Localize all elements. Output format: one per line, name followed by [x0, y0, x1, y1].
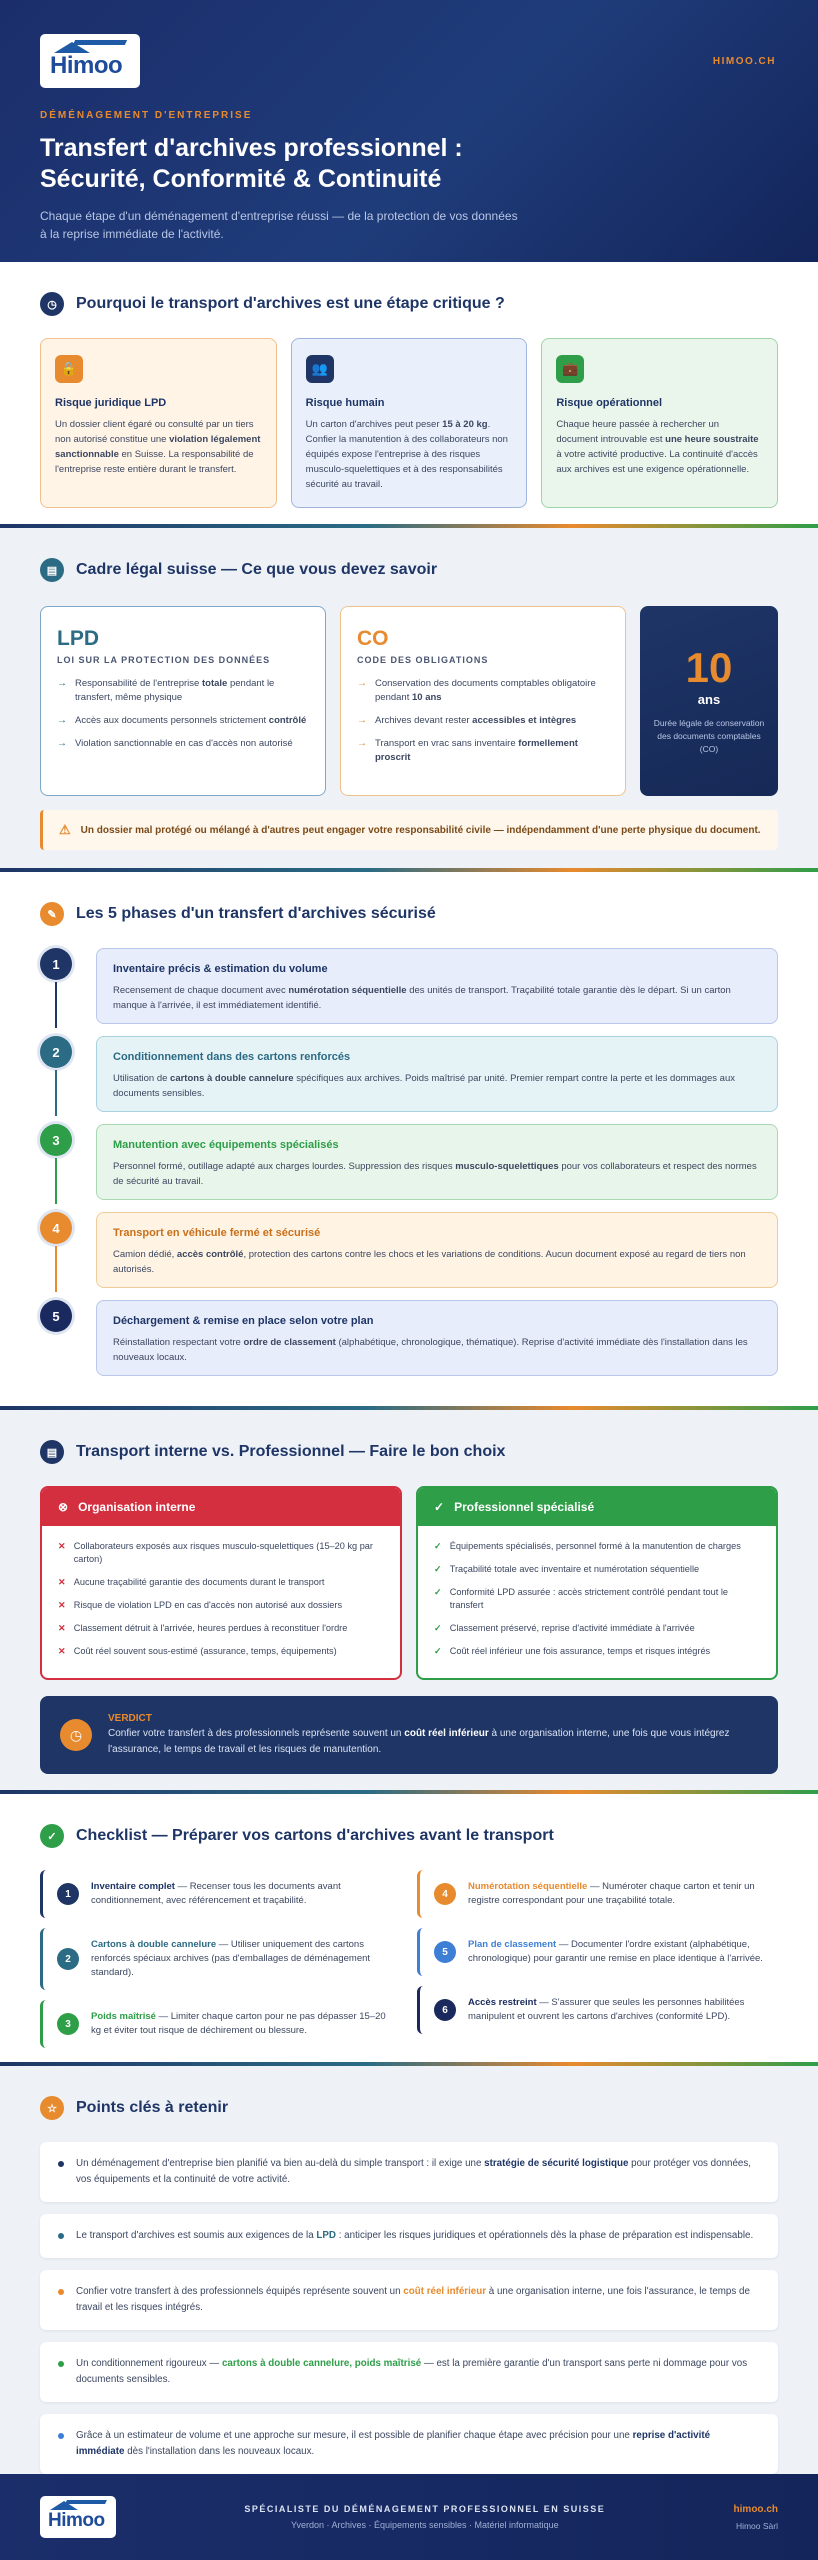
list-item: → Conservation des documents comptables obligatoire pendant 10 ans [357, 678, 596, 703]
list-item: → Archives devant rester accessibles et intègres [357, 715, 577, 726]
section-title: Points clés à retenir [76, 2099, 229, 2116]
cross-icon: ✕ [58, 1577, 66, 1587]
phase-card: Déchargement & remise en place selon votre plan Réinstallation respectant votre ordre de classement (alphabétique, chronologique, thématique). Reprise d'activité immédiate dès l'installation dans les nouveaux locaux. [96, 1300, 778, 1376]
verdict-box: ◷ VERDICT Confier votre transfert à des professionnels représente souvent un coût réel inférieur à une organisation interne, une fois que vous intégrez l'assurance, le temps de travail et les risques de manutention. [40, 1696, 778, 1774]
checklist-item: 5 Plan de classement — Documenter l'ordre existant (alphabétique, chronologique) pour garantir une remise en place identique à l'arrivée. [417, 1928, 778, 1976]
keypoint-item: Un déménagement d'entreprise bien planifié va bien au-delà du simple transport : il exige une stratégie de sécurité logistique pour protéger vos données, vos équipements et la continuité de votre activité. [40, 2142, 778, 2202]
star-icon: ☆ [40, 2096, 64, 2120]
bullet-icon [58, 2361, 64, 2367]
phase-number: 5 [40, 1300, 72, 1332]
himoo-logo[interactable]: Himoo [40, 34, 140, 88]
phase-number: 3 [40, 1124, 72, 1156]
footer-logo[interactable]: Himoo [40, 2496, 116, 2538]
checklist-section [0, 1794, 818, 2062]
list-item: ✕ Coût réel souvent sous-estimé (assurance, temps, équipements) [58, 1646, 337, 1656]
footer-services: Yverdon · Archives · Équipements sensibles · Matériel informatique [290, 2520, 559, 2530]
check-icon: ✓ [434, 1623, 442, 1633]
footer-tagline: SPÉCIALISTE DU DÉMÉNAGEMENT PROFESSIONNEL EN SUISSE [244, 2504, 606, 2514]
check-icon: ✓ [434, 1500, 445, 1514]
legal-section [0, 528, 818, 868]
keypoint-item: Le transport d'archives est soumis aux exigences de la LPD : anticiper les risques juridiques et opérationnels dès la phase de préparation est indispensable. [40, 2214, 778, 2258]
phase-item [40, 1300, 778, 1376]
cross-icon: ✕ [58, 1600, 66, 1610]
why-section [0, 262, 818, 524]
lock-icon: 🔒 [55, 355, 83, 383]
section-title: Cadre légal suisse — Ce que vous devez savoir [76, 561, 438, 578]
phase-card: Conditionnement dans des cartons renforcés Utilisation de cartons à double cannelure spécifiques aux archives. Poids maîtrisé par unité. Premier rempart contre la perte et les dommages aux documents sensibles. [96, 1036, 778, 1112]
internal-column: ⊗ Organisation interne ✕ Collaborateurs exposés aux risques musculo-squelettiques (15–20 kg par carton) ✕ Aucune traçabilité garantie des documents durant le transport ✕ Risque de violation LPD en cas d'accès non autorisé aux dossiers ✕ Classement détruit à l'arrivée, heures perdues à reconstituer l'ordre ✕ Coût réel souvent sous-estimé (assurance, temps, équipements) [40, 1486, 402, 1680]
section-title: Les 5 phases d'un transfert d'archives sécurisé [76, 905, 436, 922]
keypoint-item: Grâce à un estimateur de volume et une approche sur mesure, il est possible de planifier chaque étape avec précision pour une reprise d'activité immédiate dès l'installation dans les nouveaux locaux. [40, 2414, 778, 2474]
page-footer [0, 2474, 818, 2560]
list-item: → Transport en vrac sans inventaire formellement proscrit [357, 738, 578, 763]
checklist-icon: ✓ [40, 1824, 64, 1848]
arrow-icon: → [57, 738, 67, 749]
arrow-icon: → [357, 738, 367, 749]
keypoint-item: Un conditionnement rigoureux — cartons à double cannelure, poids maîtrisé — est la première garantie d'un transport sans perte ni dommage pour vos documents sensibles. [40, 2342, 778, 2402]
risk-card-legal: 🔒 Risque juridique LPD Un dossier client égaré ou consulté par un tiers non autorisé constitue une violation légalement sanctionnable en Suisse. La responsabilité de l'entreprise reste entière durant le transfert. [40, 338, 277, 508]
risk-card-operational: 💼 Risque opérationnel Chaque heure passée à rechercher un document introuvable est une heure soustraite à votre activité productive. La continuité d'accès aux archives est une exigence opérationnelle. [541, 338, 778, 508]
phase-item [40, 1124, 778, 1200]
footer-site-link[interactable]: himoo.ch [733, 2503, 778, 2515]
page-subtitle: Chaque étape d'un déménagement d'entreprise réussi — de la protection de vos données à la reprise immédiate de l'activité. [40, 209, 518, 241]
bullet-icon [58, 2233, 64, 2239]
retention-stat: 10 ans Durée légale de conservation des documents comptables (CO) [640, 606, 778, 796]
phase-list [40, 948, 778, 1376]
phase-number: 4 [40, 1212, 72, 1244]
keypoint-item: Confier votre transfert à des professionnels équipés représente souvent un coût réel inférieur à une organisation interne, une fois l'assurance, le temps de travail et les risques intégrés. [40, 2270, 778, 2330]
phase-number: 1 [40, 948, 72, 980]
warning-icon: ⚠ [59, 822, 71, 837]
list-item: ✓ Classement préservé, reprise d'activité immédiate à l'arrivée [434, 1623, 695, 1633]
arrow-icon: → [57, 678, 67, 689]
briefcase-icon: 💼 [556, 355, 584, 383]
list-item: ✓ Conformité LPD assurée : accès strictement contrôlé pendant tout le transfert [434, 1587, 729, 1610]
checklist-item: 2 Cartons à double cannelure — Utiliser uniquement des cartons renforcés spéciaux archives (pas d'emballages de déménagement standard). [40, 1928, 401, 1990]
edit-icon: ✎ [40, 902, 64, 926]
phase-item [40, 1212, 778, 1288]
list-item: ✕ Aucune traçabilité garantie des documents durant le transport [58, 1577, 325, 1587]
checklist-number: 1 [57, 1883, 79, 1905]
phase-item [40, 948, 778, 1024]
compare-section [0, 1410, 818, 1790]
people-icon: 👥 [306, 355, 334, 383]
phases-section [0, 872, 818, 1406]
list-item: ✕ Collaborateurs exposés aux risques musculo-squelettiques (15–20 kg par carton) [58, 1541, 373, 1564]
checklist-number: 3 [57, 2013, 79, 2035]
page-header [0, 0, 818, 262]
list-item: ✓ Coût réel inférieur une fois assurance, temps et risques intégrés [434, 1646, 711, 1656]
checklist-number: 5 [434, 1941, 456, 1963]
list-item: → Violation sanctionnable en cas d'accès non autorisé [57, 738, 293, 749]
list-item: ✓ Équipements spécialisés, personnel formé à la manutention de charges [434, 1541, 741, 1551]
header-kicker: DÉMÉNAGEMENT D'ENTREPRISE [40, 110, 253, 121]
risk-card-human: 👥 Risque humain Un carton d'archives peut peser 15 à 20 kg. Confier la manutention à des collaborateurs non équipés expose l'entreprise à des risques musculo-squelettiques et à des responsabilités sécurité au travail. [291, 338, 528, 508]
arrow-icon: → [357, 678, 367, 689]
phase-title: Déchargement & remise en place selon votre plan [113, 1315, 374, 1327]
document-icon: ▤ [40, 558, 64, 582]
checklist-item: 6 Accès restreint — S'assurer que seules les personnes habilitées manipulent et ouvrent les cartons d'archives (conformité LPD). [417, 1986, 778, 2034]
checklist-item: 4 Numérotation séquentielle — Numéroter chaque carton et tenir un registre correspondant pour une traçabilité totale. [417, 1870, 778, 1918]
section-title: Checklist — Préparer vos cartons d'archives avant le transport [76, 1827, 554, 1844]
phase-card: Manutention avec équipements spécialisés Personnel formé, outillage adapté aux charges lourdes. Suppression des risques musculo-squelettiques pour vos collaborateurs et respect des normes de sécurité au travail. [96, 1124, 778, 1200]
list-item: → Responsabilité de l'entreprise totale pendant le transfert, même physique [57, 678, 275, 703]
check-icon: ✓ [434, 1541, 442, 1551]
phase-item [40, 1036, 778, 1112]
arrow-icon: → [357, 715, 367, 726]
co-box: CO CODE DES OBLIGATIONS → Conservation des documents comptables obligatoire pendant 10 ans → Archives devant rester accessibles et intègres → Transport en vrac sans inventaire formellement proscrit [340, 606, 626, 796]
page-title: Transfert d'archives professionnel : Sécurité, Conformité & Continuité [40, 134, 463, 193]
checklist-number: 6 [434, 1999, 456, 2021]
checklist-number: 2 [57, 1948, 79, 1970]
phase-card: Transport en véhicule fermé et sécurisé Camion dédié, accès contrôlé, protection des cartons contre les chocs et les variations de conditions. Aucun document exposé au regard de tiers non autorisés. [96, 1212, 778, 1288]
pro-column: ✓ Professionnel spécialisé ✓ Équipements spécialisés, personnel formé à la manutention de charges ✓ Traçabilité totale avec inventaire et numérotation séquentielle ✓ Conformité LPD assurée : accès strictement contrôlé pendant tout le transfert ✓ Classement préservé, reprise d'activité immédiate à l'arrivée ✓ Coût réel inférieur une fois assurance, temps et risques intégrés [416, 1486, 778, 1680]
cross-icon: ✕ [58, 1541, 66, 1551]
cross-icon: ✕ [58, 1623, 66, 1633]
bullet-icon [58, 2161, 64, 2167]
check-icon: ✓ [434, 1564, 442, 1574]
check-icon: ✓ [434, 1646, 442, 1656]
check-icon: ✓ [434, 1587, 442, 1597]
checklist-item: 1 Inventaire complet — Recenser tous les documents avant conditionnement, avec référencement et traçabilité. [40, 1870, 401, 1918]
phase-title: Transport en véhicule fermé et sécurisé [113, 1227, 321, 1239]
checklist-item: 3 Poids maîtrisé — Limiter chaque carton pour ne pas dépasser 15–20 kg et éviter tout risque de déchirement ou blessure. [40, 2000, 401, 2048]
clock-icon: ◷ [40, 292, 64, 316]
checklist-number: 4 [434, 1883, 456, 1905]
section-title: Pourquoi le transport d'archives est une étape critique ? [76, 295, 505, 312]
list-item: ✕ Classement détruit à l'arrivée, heures perdues à reconstituer l'ordre [58, 1623, 348, 1633]
list-item: → Accès aux documents personnels strictement contrôlé [57, 715, 307, 726]
lpd-box: LPD LOI SUR LA PROTECTION DES DONNÉES → Responsabilité de l'entreprise totale pendant le transfert, même physique → Accès aux documents personnels strictement contrôlé → Violation sanctionnable en cas d'accès non autorisé [40, 606, 326, 796]
bullet-icon [58, 2433, 64, 2439]
close-circle-icon: ⊗ [58, 1500, 69, 1514]
phase-title: Inventaire précis & estimation du volume [113, 963, 328, 975]
phase-title: Manutention avec équipements spécialisés [113, 1139, 339, 1151]
warning-banner: ⚠ Un dossier mal protégé ou mélangé à d'autres peut engager votre responsabilité civile — indépendamment d'une perte physique du document. [40, 810, 778, 850]
phase-number: 2 [40, 1036, 72, 1068]
keypoints-section [0, 2066, 818, 2486]
cross-icon: ✕ [58, 1646, 66, 1656]
list-item: ✓ Traçabilité totale avec inventaire et numérotation séquentielle [434, 1564, 700, 1574]
arrow-icon: → [57, 715, 67, 726]
bullet-icon [58, 2289, 64, 2295]
clock-icon: ◷ [60, 1719, 92, 1751]
risk-cards [40, 338, 778, 508]
phase-card: Inventaire précis & estimation du volume Recensement de chaque document avec numérotation séquentielle des unités de transport. Traçabilité totale garantie dès le départ. Si un carton manque à l'arrivée, il est immédiatement identifié. [96, 948, 778, 1024]
list-item: ✕ Risque de violation LPD en cas d'accès non autorisé aux dossiers [58, 1600, 343, 1610]
section-title: Transport interne vs. Professionnel — Faire le bon choix [76, 1443, 506, 1460]
site-link[interactable]: HIMOO.CH [712, 56, 776, 67]
phase-title: Conditionnement dans des cartons renforcés [113, 1051, 351, 1063]
bar-chart-icon: ▤ [40, 1440, 64, 1464]
footer-company: Himoo Sàrl [735, 2520, 778, 2531]
